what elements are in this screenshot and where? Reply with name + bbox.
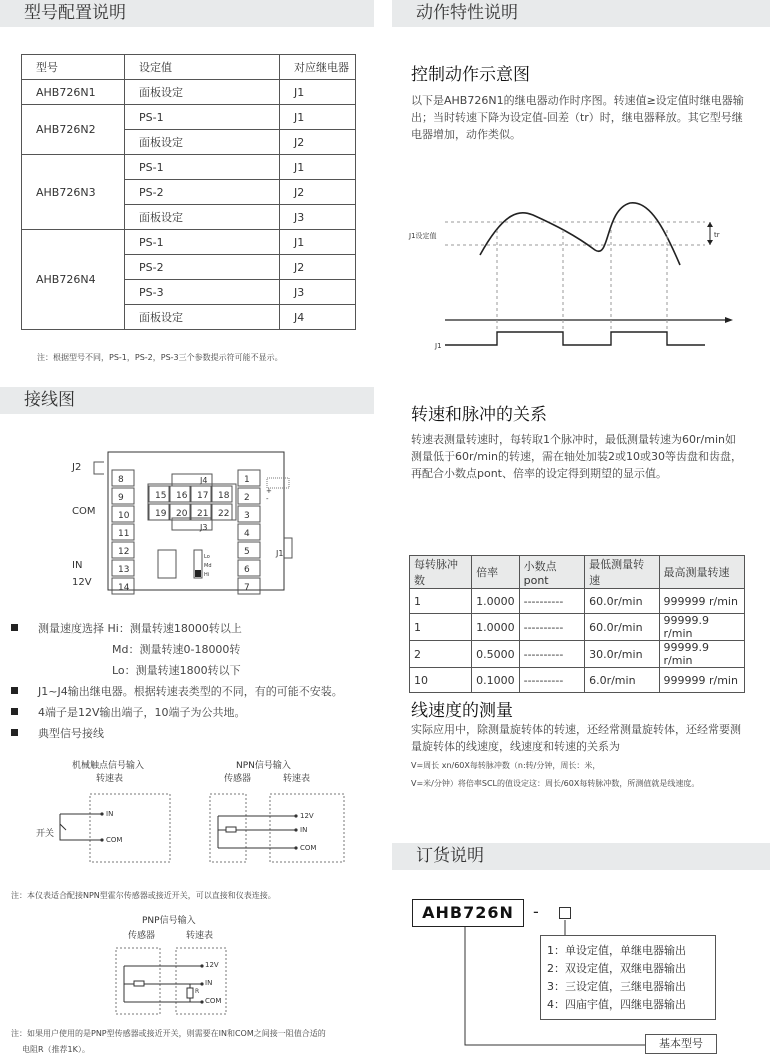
line-speed-desc: 实际应用中，除测量旋转体的转速，还经常测量旋转体，还经常要测量旋转体的线速度，线速度和转速的关系为 [411, 723, 741, 753]
config-header-row [22, 55, 356, 80]
terminal-number: 14 [118, 583, 130, 593]
in-label: IN [72, 560, 83, 571]
section-title: 接线图 [24, 390, 75, 410]
model-cell: AHB726N3 [22, 155, 125, 230]
section-bar-action [392, 0, 770, 27]
speed-cell: ---------- [519, 614, 584, 641]
switch-md: Md [204, 563, 212, 569]
pnp-tach-label: 转速表 [186, 931, 214, 941]
order-options-box [540, 935, 716, 1020]
pnp-in-label: IN [205, 979, 213, 987]
section-title: 型号配置说明 [24, 3, 126, 23]
table-row [22, 230, 356, 255]
speed-cell: 999999 r/min [659, 589, 745, 614]
relay-cell: J4 [280, 305, 356, 330]
speed-cell: 6.0r/min [585, 668, 659, 693]
j2-label: J2 [72, 462, 82, 473]
mech-in-label: IN [106, 810, 114, 818]
config-header-cell: 对应继电器 [280, 55, 356, 80]
bullet-marker [11, 687, 18, 694]
table-row [410, 641, 745, 668]
config-note: 注：根据型号不同，PS-1，PS-2，PS-3三个参数提示符可能不显示。 [37, 353, 283, 362]
wiring-diagram [60, 448, 300, 598]
npn-tach-label: 转速表 [283, 774, 311, 784]
j1-wiring-label: J1 [276, 549, 284, 558]
switch-lo: Lo [204, 554, 210, 560]
setting-cell: PS-2 [125, 180, 280, 205]
npn-12v-label: 12V [300, 812, 314, 820]
formula-1: V=周长 xn/60X每转脉冲数（n:转/分钟，周长：米， [411, 761, 601, 770]
terminal-number: 8 [118, 475, 124, 485]
pnp-12v-label: 12V [205, 961, 219, 969]
speed-cell: 2 [410, 641, 472, 668]
pnp-r-label: R [195, 988, 200, 995]
order-option-box [559, 907, 571, 919]
table-row [22, 80, 356, 105]
terminal-number: 13 [118, 565, 130, 575]
relay-cell: J2 [280, 130, 356, 155]
com-label: COM [72, 506, 96, 517]
setting-cell: PS-2 [125, 255, 280, 280]
signal-note-2b: 电阻R（推荐1K）。 [22, 1045, 90, 1054]
model-cell: AHB726N2 [22, 105, 125, 155]
speed-cell: 0.1000 [472, 668, 520, 693]
setting-cell: PS-3 [125, 280, 280, 305]
speed-cell: 1 [410, 589, 472, 614]
terminal-number: 9 [118, 493, 124, 503]
order-option-2: 2：双设定值，双继电器输出 [547, 962, 686, 975]
speed-cell: 10 [410, 668, 472, 693]
timing-diagram [405, 190, 745, 360]
bullet-speed-md: Md：测量转速0-18000转 [112, 643, 241, 656]
speed-header-cell: 最低测量转速 [585, 556, 659, 589]
signal-note-1: 注：本仪表适合配接NPN型霍尔传感器或接近开关，可以直接和仪表连接。 [11, 891, 276, 900]
control-desc: 以下是AHB726N1的继电器动作时序图。转速值≥设定值时继电器输出；当时转速下降为设定值-回差（tr）时，继电器释放。其它型号继电器增加，动作类似。 [411, 94, 744, 141]
section-title: 订货说明 [416, 846, 484, 866]
npn-com-label: COM [300, 844, 317, 852]
speed-cell: ---------- [519, 668, 584, 693]
terminal-number: 11 [118, 529, 130, 539]
setting-cell: 面板设定 [125, 80, 280, 105]
section-title: 动作特性说明 [416, 3, 518, 23]
bullet-relay: J1~J4输出继电器。根据转速表类型的不同，有的可能不安装。 [38, 685, 343, 698]
speed-cell: ---------- [519, 589, 584, 614]
svg-text:+: + [266, 487, 272, 495]
terminal-number: 5 [244, 547, 250, 557]
table-row [22, 155, 356, 180]
config-header-cell: 设定值 [125, 55, 280, 80]
speed-cell: 99999.9 r/min [659, 614, 745, 641]
bullet-terminal: 4端子是12V输出端子，10端子为公共地。 [38, 706, 246, 719]
speed-cell: 60.0r/min [585, 589, 659, 614]
relay-cell: J2 [280, 180, 356, 205]
j4-label: J4 [200, 476, 208, 485]
order-option-4: 4：四庙宇值，四继电器输出 [547, 998, 686, 1011]
table-row [410, 589, 745, 614]
pnp-sensor-label: 传感器 [128, 931, 156, 941]
relay-terminal: 17 [197, 491, 209, 501]
section-bar-model-config [0, 0, 374, 27]
speed-cell: 30.0r/min [585, 641, 659, 668]
bullet-marker [11, 729, 18, 736]
setting-cell: 面板设定 [125, 305, 280, 330]
setting-cell: PS-1 [125, 230, 280, 255]
relay-cell: J3 [280, 205, 356, 230]
speed-header-cell: 最高测量转速 [659, 556, 745, 589]
speed-cell: ---------- [519, 641, 584, 668]
order-dash: - [533, 902, 539, 921]
speed-pulse-title: 转速和脉冲的关系 [411, 405, 547, 425]
relay-cell: J1 [280, 80, 356, 105]
mech-com-label: COM [106, 836, 123, 844]
mech-tach-label: 转速表 [96, 774, 124, 784]
speed-pulse-desc: 转速表测量转速时，每转取1个脉冲时，最低测量转速为60r/min如测量低于60r/min的转速，需在轴处加装2或10或30等齿盘和齿盘，再配合小数点pont、倍率的设定得到期望的显示值。 [411, 433, 742, 480]
speed-cell: 1.0000 [472, 589, 520, 614]
axis-arrow [725, 317, 733, 323]
pnp-title: PNP信号输入 [142, 916, 196, 926]
terminal-number: 6 [244, 565, 250, 575]
setting-cell: PS-1 [125, 105, 280, 130]
control-title: 控制动作示意图 [411, 65, 530, 85]
speed-header-cell: 小数点pont [519, 556, 584, 589]
section-bar-ordering [392, 843, 770, 870]
order-option-3: 3：三设定值，三继电器输出 [547, 980, 686, 993]
table-row [410, 614, 745, 641]
j3-label: J3 [200, 523, 208, 532]
table-row [22, 105, 356, 130]
order-basic-label: 基本型号 [645, 1034, 717, 1054]
formula-2: V=米/分钟）将倍率SCL的值设定这：周长/60X每转脉冲数，所测值就是线速度。 [411, 779, 700, 788]
svg-text:-: - [266, 495, 269, 503]
relay-terminal: 22 [218, 509, 230, 519]
signal-note-2a: 注：如果用户使用的是PNP型传感器或接近开关，则需要在IN和COM之间接一阻值合适的 [11, 1029, 326, 1038]
relay-terminal: 15 [155, 491, 167, 501]
npn-in-label: IN [300, 826, 308, 834]
bullet-typical: 典型信号接线 [38, 727, 104, 740]
terminal-number: 4 [244, 529, 250, 539]
12v-label: 12V [72, 577, 92, 588]
setting-cell: PS-1 [125, 155, 280, 180]
speed-header-cell: 每转脉冲数 [410, 556, 472, 589]
terminal-number: 10 [118, 511, 130, 521]
relay-cell: J1 [280, 230, 356, 255]
table-row [410, 668, 745, 693]
relay-cell: J1 [280, 105, 356, 130]
terminal-number: 2 [244, 493, 250, 503]
speed-cell: 999999 r/min [659, 668, 745, 693]
mech-title: 机械触点信号输入 [72, 761, 145, 771]
j1-setting-label: J1设定值 [409, 232, 437, 240]
speed-cell: 99999.9 r/min [659, 641, 745, 668]
speed-header-cell: 倍率 [472, 556, 520, 589]
terminal-number: 7 [244, 583, 250, 593]
j1-label: J1 [435, 342, 442, 350]
speed-cell: 1.0000 [472, 614, 520, 641]
bullet-marker [11, 624, 18, 631]
terminal-number: 1 [244, 475, 250, 485]
relay-cell: J3 [280, 280, 356, 305]
relay-terminal: 19 [155, 509, 167, 519]
bullet-marker [11, 708, 18, 715]
section-bar-wiring [0, 387, 374, 414]
relay-terminal: 18 [218, 491, 230, 501]
npn-title: NPN信号输入 [236, 761, 291, 771]
speed-curve [480, 203, 680, 265]
config-header-cell: 型号 [22, 55, 125, 80]
model-cell: AHB726N1 [22, 80, 125, 105]
model-cell: AHB726N4 [22, 230, 125, 330]
npn-sensor-label: 传感器 [224, 774, 252, 784]
relay-cell: J2 [280, 255, 356, 280]
line-speed-title: 线速度的测量 [411, 701, 513, 721]
bullet-speed-lo: Lo：测量转速1800转以下 [112, 664, 241, 677]
relay-cell: J1 [280, 155, 356, 180]
order-model-box: AHB726N [412, 899, 524, 927]
config-table [21, 54, 356, 330]
speed-cell: 0.5000 [472, 641, 520, 668]
pnp-com-label: COM [205, 997, 222, 1005]
setting-cell: 面板设定 [125, 130, 280, 155]
speed-cell: 60.0r/min [585, 614, 659, 641]
speed-table [409, 555, 745, 693]
speed-cell: 1 [410, 614, 472, 641]
bullet-speed-hi: 测量速度选择 Hi：测量转速18000转以上 [38, 622, 242, 635]
terminal-number: 3 [244, 511, 250, 521]
order-option-1: 1：单设定值，单继电器输出 [547, 944, 686, 957]
setting-cell: 面板设定 [125, 205, 280, 230]
relay-terminal: 16 [176, 491, 188, 501]
relay-pulse [445, 332, 705, 345]
switch-label: 开关 [36, 829, 55, 839]
tr-label: tr [714, 231, 720, 239]
switch-hi: Hi [204, 572, 210, 578]
relay-terminal: 20 [176, 509, 188, 519]
relay-terminal: 21 [197, 509, 209, 519]
terminal-number: 12 [118, 547, 130, 557]
